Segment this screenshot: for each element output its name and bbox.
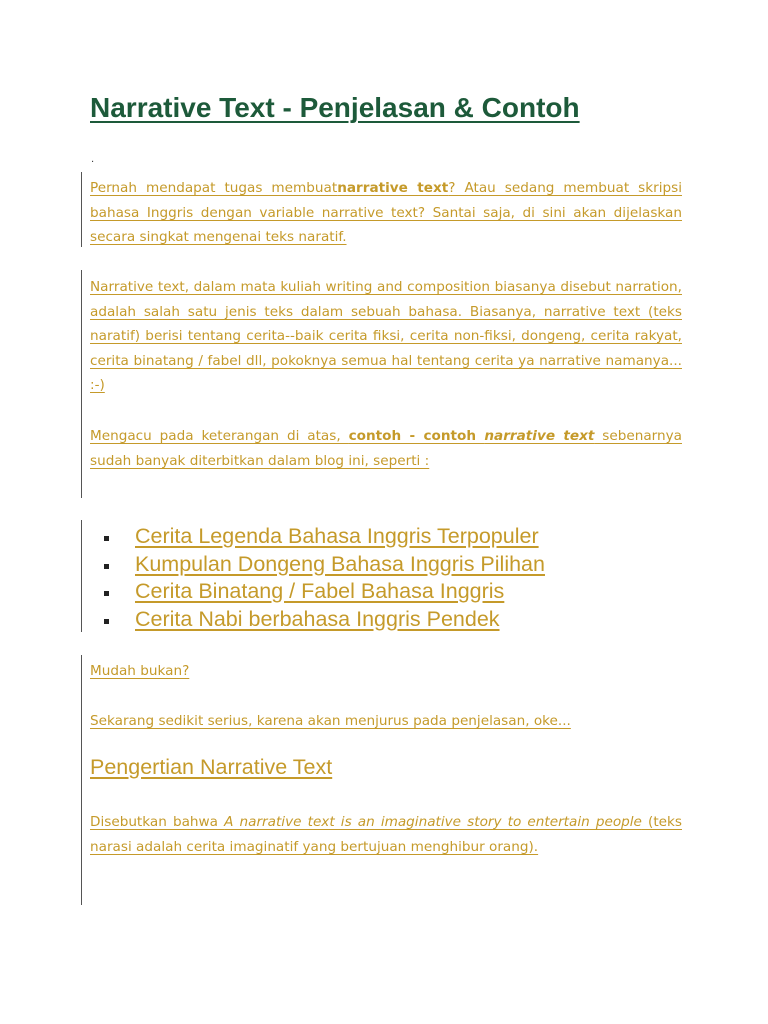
intro-text-pre: Pernah mendapat tugas membuat xyxy=(90,180,338,196)
list-item xyxy=(104,606,545,634)
link-kumpulan-dongeng[interactable]: Kumpulan Dongeng Bahasa Inggris Pilihan xyxy=(135,551,545,576)
reference-text-pre: Mengacu pada keterangan di atas, xyxy=(90,428,349,444)
section-heading[interactable]: Pengertian Narrative Text xyxy=(90,755,333,779)
quote-bar xyxy=(81,655,82,905)
link-cerita-binatang[interactable]: Cerita Binatang / Fabel Bahasa Inggris xyxy=(135,579,505,603)
quote-bar xyxy=(81,172,82,247)
reference-bold: contoh - contoh xyxy=(348,428,485,444)
definition-paragraph[interactable]: Narrative text, dalam mata kuliah writing and composition biasanya disebut narration, adalah salah satu jenis teks dalam sebuah bahasa. Biasanya, narrative text (teks naratif) berisi tentang cerita--baik cerita fiksi, cerita non-fiksi, dongeng, cerita rakyat, cerita binatang / fabel dll, pokoknya semua hal tentang cerita ya narrative namanya... :-) xyxy=(90,279,682,393)
serious-text[interactable]: Sekarang sedikit serius, karena akan menjurus pada penjelasan, oke... xyxy=(90,713,571,729)
story-link-list xyxy=(104,523,545,633)
reference-bold-italic: narrative text xyxy=(484,428,595,444)
definition-text-pre: Disebutkan bahwa xyxy=(90,814,225,830)
list-item xyxy=(104,523,545,551)
quote-bar xyxy=(81,520,82,632)
definition-text-post: (teks narasi adalah cerita imaginatif yang bertujuan menghibur orang). xyxy=(90,814,682,855)
reference-paragraph[interactable] xyxy=(90,424,682,473)
definition-italic: A narrative text is an imaginative story to entertain people xyxy=(224,814,642,830)
reference-text-post: sebenarnya sudah banyak diterbitkan dalam blog ini, seperti : xyxy=(90,428,682,469)
definition-quote-paragraph[interactable] xyxy=(90,810,682,859)
page-title: Narrative Text - Penjelasan & Contoh xyxy=(90,92,580,123)
list-item xyxy=(104,578,545,606)
intro-bold: narrative text xyxy=(337,180,449,196)
intro-paragraph[interactable] xyxy=(90,176,682,250)
easy-text[interactable]: Mudah bukan? xyxy=(90,663,190,679)
link-cerita-nabi[interactable]: Cerita Nabi berbahasa Inggris Pendek xyxy=(135,606,500,631)
intro-text-post: ? Atau sedang membuat skripsi bahasa Inggris dengan variable narrative text? Santai saja, di sini akan dijelaskan secara singkat mengenai teks naratif. xyxy=(90,180,682,245)
marker-dot: . xyxy=(91,154,95,165)
link-cerita-legenda[interactable]: Cerita Legenda Bahasa Inggris Terpopuler xyxy=(135,524,539,548)
list-item xyxy=(104,551,545,579)
quote-bar xyxy=(81,270,82,498)
